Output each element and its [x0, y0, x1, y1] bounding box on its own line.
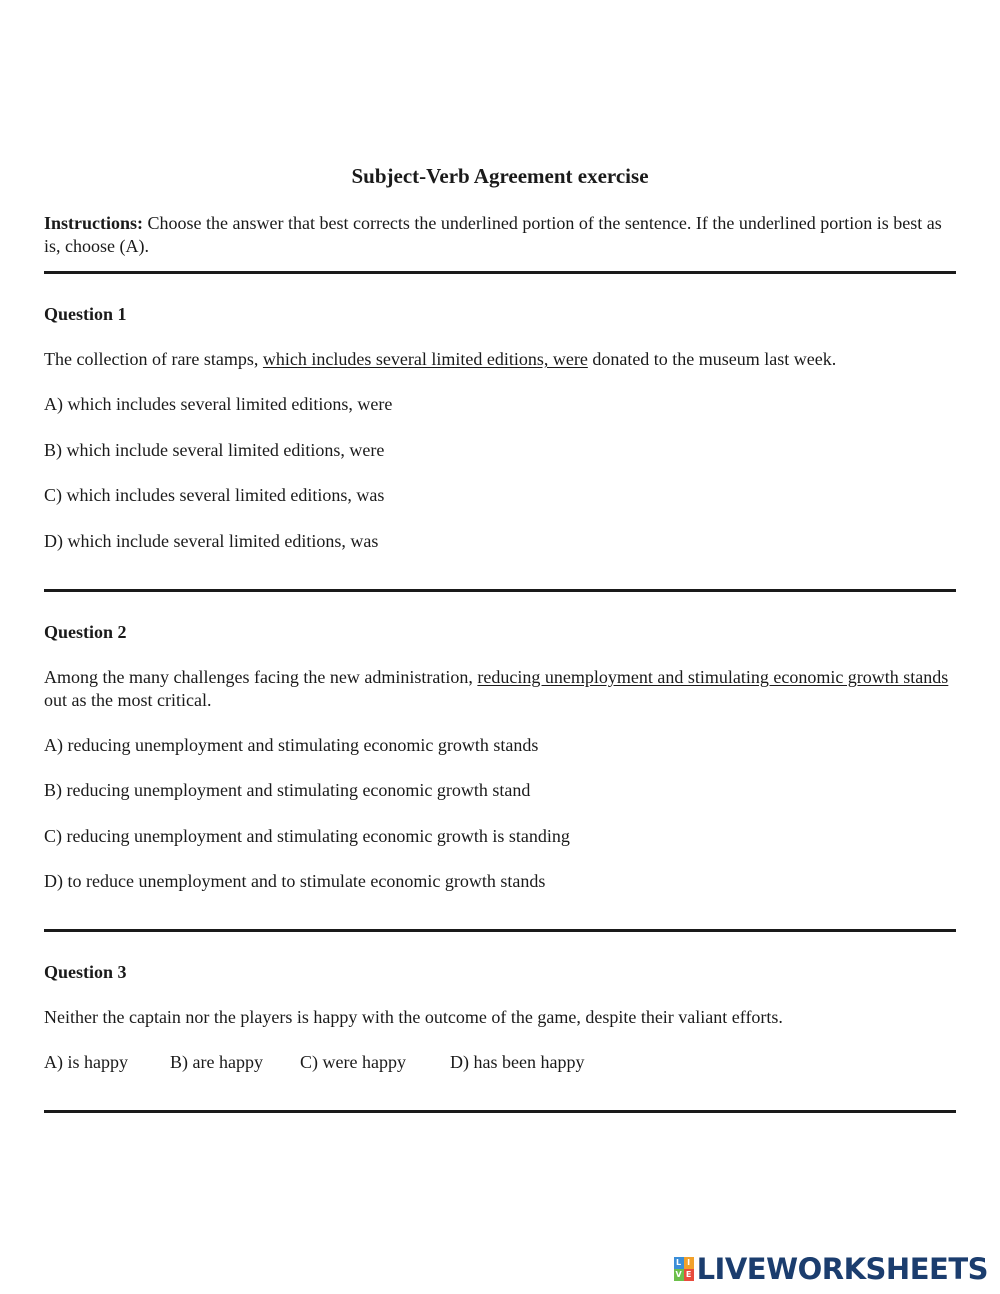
question-2-sentence [44, 666, 956, 712]
logo-tile: I [684, 1257, 694, 1269]
liveworksheets-logo-icon [674, 1257, 694, 1281]
logo-tile: E [684, 1269, 694, 1281]
question-2-option-c[interactable]: C) reducing unemployment and stimulating economic growth is standing [44, 826, 570, 846]
instructions-text: Choose the answer that best corrects the underlined portion of the sentence. If the underlined portion is best as is, choose (A). [44, 213, 942, 256]
underlined-portion: which includes several limited editions, were [262, 349, 588, 369]
sentence-text: The collection of rare stamps, [44, 349, 263, 369]
question-3-option-c[interactable]: C) were happy [300, 1052, 406, 1072]
divider [44, 929, 956, 932]
question-1-option-c[interactable]: C) which includes several limited editions, was [44, 485, 385, 505]
question-3-heading: Question 3 [44, 962, 127, 982]
brand-wordmark: LIVEWORKSHEETS [696, 1252, 988, 1286]
instructions-label: Instructions: [44, 213, 144, 233]
question-1-option-a[interactable]: A) which includes several limited editions, were [44, 394, 393, 414]
underlined-portion: reducing unemployment and stimulating economic growth stands [477, 667, 949, 687]
logo-tile: V [675, 1270, 682, 1279]
question-3-sentence: Neither the captain nor the players is happy with the outcome of the game, despite their valiant efforts. [44, 1007, 783, 1027]
question-2-option-a[interactable]: A) reducing unemployment and stimulating economic growth stands [44, 735, 539, 755]
question-1-sentence [44, 348, 956, 371]
liveworksheets-brand [674, 1253, 988, 1285]
page-title: Subject-Verb Agreement exercise [351, 164, 649, 188]
question-3-option-a[interactable]: A) is happy [44, 1052, 128, 1072]
instructions [44, 212, 956, 257]
question-3-option-d[interactable]: D) has been happy [450, 1052, 585, 1072]
question-1-option-b[interactable]: B) which include several limited editions, were [44, 440, 385, 460]
logo-tile: L [674, 1257, 684, 1269]
sentence-text: Among the many challenges facing the new administration, [44, 667, 478, 687]
question-1-heading: Question 1 [44, 304, 127, 324]
divider [44, 589, 956, 592]
question-2-option-d[interactable]: D) to reduce unemployment and to stimulate economic growth stands [44, 871, 546, 891]
question-2-heading: Question 2 [44, 622, 127, 642]
question-3-option-b[interactable]: B) are happy [170, 1052, 263, 1072]
sentence-text: out as the most critical. [44, 690, 212, 710]
sentence-text: donated to the museum last week. [587, 349, 837, 369]
divider [44, 1110, 956, 1113]
divider [44, 271, 956, 274]
question-2-option-b[interactable]: B) reducing unemployment and stimulating economic growth stand [44, 780, 531, 800]
question-1-option-d[interactable]: D) which include several limited editions, was [44, 531, 379, 551]
